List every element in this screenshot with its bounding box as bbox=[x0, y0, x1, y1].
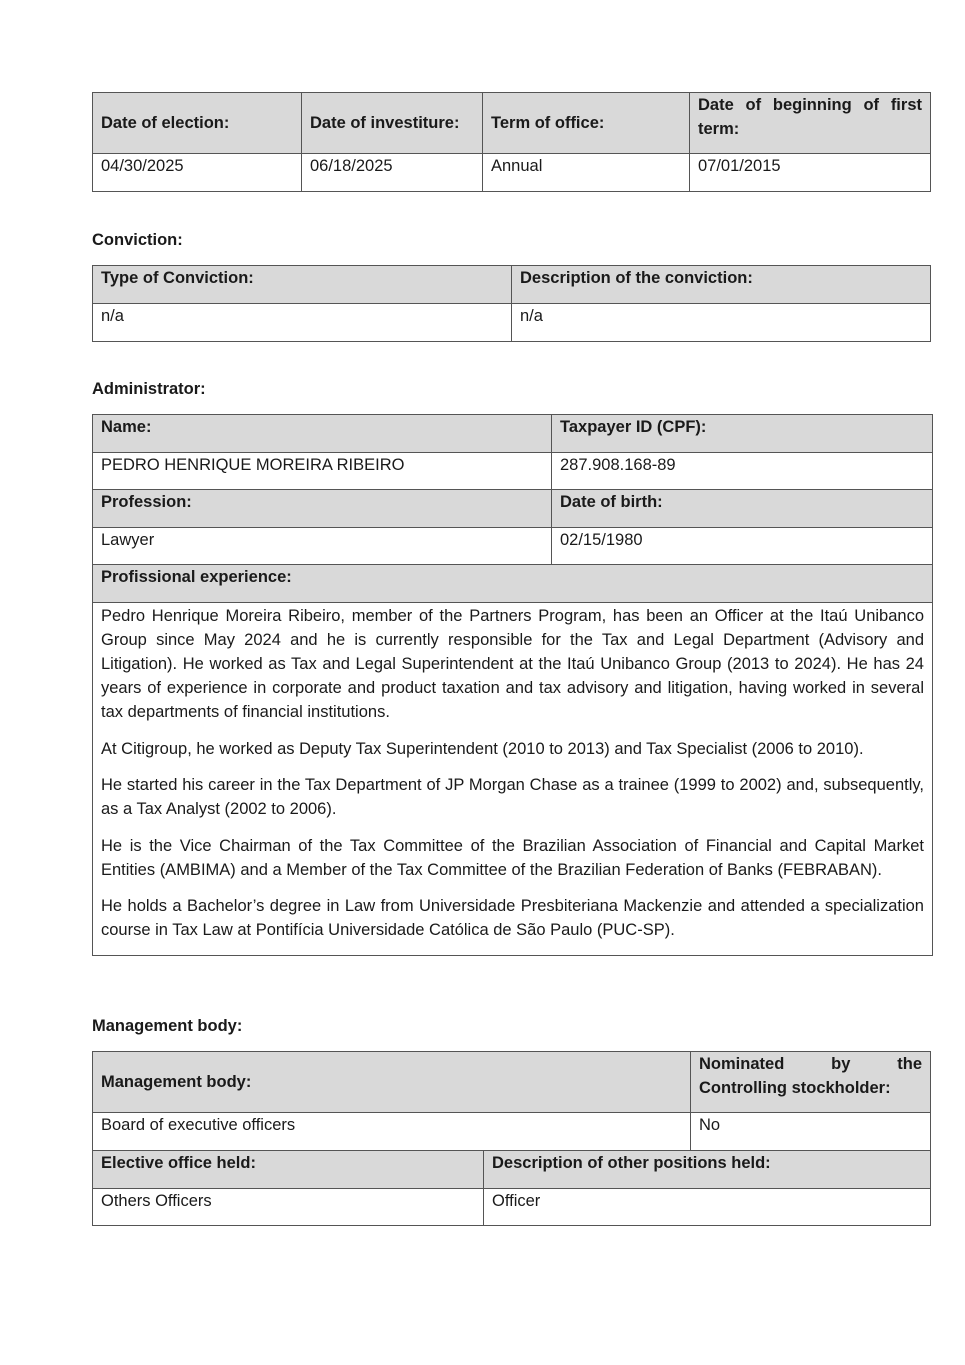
value-date-of-election: 04/30/2025 bbox=[93, 154, 302, 192]
conviction-title: Conviction: bbox=[92, 231, 183, 249]
administrator-title: Administrator: bbox=[92, 380, 206, 398]
value-type-of-conviction: n/a bbox=[93, 304, 512, 342]
header-date-of-birth: Date of birth: bbox=[552, 490, 933, 528]
header-profession: Profession: bbox=[93, 490, 552, 528]
value-date-of-birth: 02/15/1980 bbox=[552, 528, 933, 565]
header-description-other-positions: Description of other positions held: bbox=[484, 1151, 931, 1189]
header-nominated-by-controlling-stockholder: Nominated by the Controlling stockholder: bbox=[691, 1052, 931, 1113]
header-date-of-election: Date of election: bbox=[93, 93, 302, 154]
header-taxpayer-id: Taxpayer ID (CPF): bbox=[552, 415, 933, 453]
header-professional-experience: Profissional experience: bbox=[93, 565, 933, 603]
value-term-of-office: Annual bbox=[483, 154, 690, 192]
conviction-table bbox=[92, 265, 931, 342]
value-taxpayer-id: 287.908.168-89 bbox=[552, 453, 933, 490]
value-management-body: Board of executive officers bbox=[93, 1113, 691, 1151]
administrator-table bbox=[92, 414, 933, 956]
value-description-of-conviction: n/a bbox=[512, 304, 931, 342]
election-table bbox=[92, 92, 931, 192]
header-elective-office-held: Elective office held: bbox=[93, 1151, 484, 1189]
value-name: PEDRO HENRIQUE MOREIRA RIBEIRO bbox=[93, 453, 552, 490]
value-profession: Lawyer bbox=[93, 528, 552, 565]
header-type-of-conviction: Type of Conviction: bbox=[93, 266, 512, 304]
value-date-of-investiture: 06/18/2025 bbox=[302, 154, 483, 192]
header-date-of-investiture: Date of investiture: bbox=[302, 93, 483, 154]
experience-paragraph: He holds a Bachelor’s degree in Law from Universidade Presbiteriana Mackenzie and attended a specialization course in Tax Law at Pontifícia Universidade Católica de São Paulo (PUC-SP). bbox=[101, 897, 924, 939]
value-elective-office-held: Others Officers bbox=[93, 1189, 484, 1226]
experience-paragraph: He is the Vice Chairman of the Tax Committee of the Brazilian Association of Financial and Capital Market Entities (AMBIMA) and a Member of the Tax Committee of the Brazilian Federation of Banks (FEBRABAN). bbox=[101, 836, 924, 879]
header-term-of-office: Term of office: bbox=[483, 93, 690, 154]
header-management-body: Management body: bbox=[93, 1052, 691, 1113]
experience-paragraph: He started his career in the Tax Department of JP Morgan Chase as a trainee (1999 to 2002) and, subsequently, as a Tax Analyst (2002 to 2006). bbox=[101, 776, 924, 818]
experience-paragraph: At Citigroup, he worked as Deputy Tax Superintendent (2010 to 2013) and Tax Specialist (2006 to 2010). bbox=[101, 739, 864, 758]
management-body-table bbox=[92, 1051, 931, 1226]
header-description-of-conviction: Description of the conviction: bbox=[512, 266, 931, 304]
value-date-of-beginning-first-term: 07/01/2015 bbox=[690, 154, 931, 192]
value-description-other-positions: Officer bbox=[484, 1189, 931, 1226]
value-nominated-by-controlling-stockholder: No bbox=[691, 1113, 931, 1151]
management-body-title: Management body: bbox=[92, 1017, 243, 1035]
experience-paragraph: Pedro Henrique Moreira Ribeiro, member of the Partners Program, has been an Officer at the Itaú Unibanco Group since May 2024 and he is currently responsible for the Tax and Legal Department (Advisory and Litigation). He worked as Tax and Legal Superintendent at the Itaú Unibanco Group (2013 to 2024). He has 24 years of experience in corporate and product taxation and tax advisory and litigation, having worked in several tax departments of financial institutions. bbox=[101, 607, 924, 721]
header-name: Name: bbox=[93, 415, 552, 453]
header-date-of-beginning-first-term: Date of beginning of first term: bbox=[690, 93, 931, 154]
professional-experience-text bbox=[93, 603, 933, 956]
